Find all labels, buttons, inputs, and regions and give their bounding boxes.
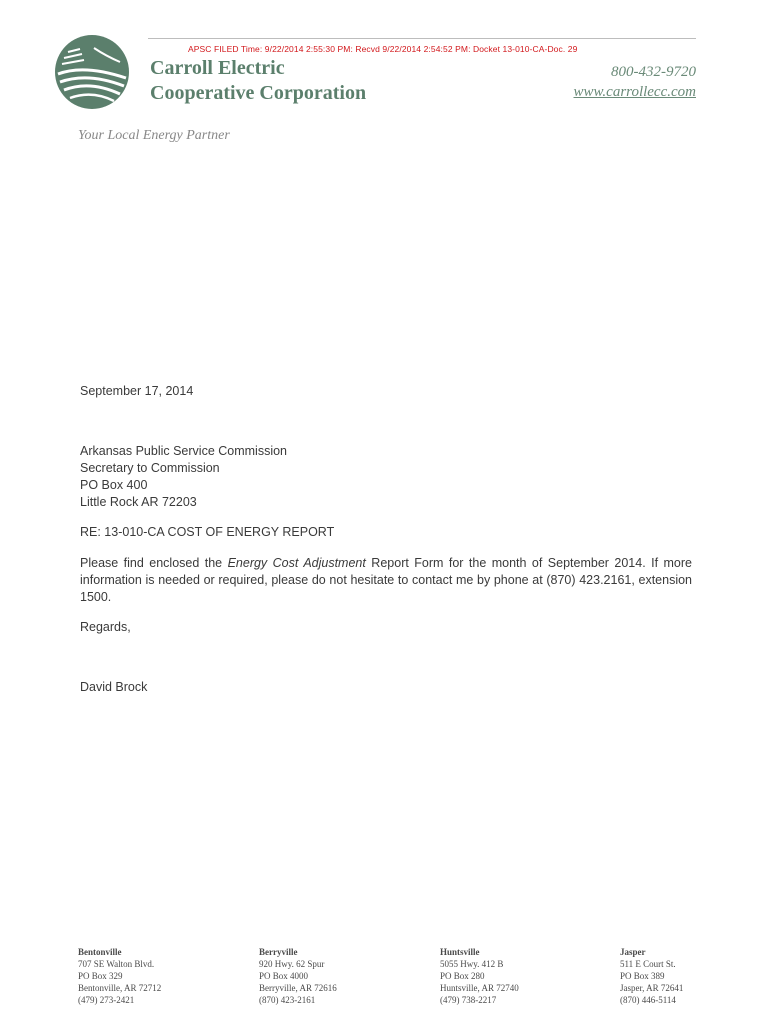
company-name-line2: Cooperative Corporation — [150, 82, 367, 104]
letter-closing: Regards, — [80, 620, 131, 634]
office-address-line: Huntsville, AR 72740 — [440, 983, 519, 993]
office-city: Berryville — [259, 947, 298, 957]
body-text-start: Please find enclosed the — [80, 556, 228, 570]
office-city: Bentonville — [78, 947, 122, 957]
office-locations-footer — [0, 946, 770, 1016]
signer-name: David Brock — [80, 680, 148, 694]
office-address-line: PO Box 280 — [440, 971, 485, 981]
company-website-link[interactable]: www.carrollecc.com — [573, 84, 696, 100]
recipient-line: Arkansas Public Service Commission — [80, 444, 288, 458]
office-huntsville — [440, 946, 519, 1006]
office-bentonville — [78, 946, 161, 1006]
company-name — [150, 56, 366, 106]
sun-over-fields-logo-icon — [54, 34, 130, 110]
recipient-address — [80, 443, 692, 511]
office-phone: (870) 423-2161 — [259, 995, 316, 1005]
office-city: Huntsville — [440, 947, 480, 957]
body-text-italic: Energy Cost Adjustment — [227, 556, 366, 570]
company-tagline: Your Local Energy Partner — [78, 128, 230, 143]
office-phone: (479) 273-2421 — [78, 995, 135, 1005]
office-berryville — [259, 946, 337, 1006]
office-address-line: PO Box 389 — [620, 971, 665, 981]
office-address-line: 920 Hwy. 62 Spur — [259, 959, 325, 969]
recipient-line: PO Box 400 — [80, 478, 148, 492]
letter-body — [80, 555, 692, 606]
body-text-end: Report Form for the month of September 2014. If more information is needed or required, please do not hesitate to contact me by phone at (870) 423.2161, extension 1500. — [80, 556, 692, 604]
office-address-line: PO Box 4000 — [259, 971, 309, 981]
office-address-line: Jasper, AR 72641 — [620, 983, 684, 993]
office-address-line: Bentonville, AR 72712 — [78, 983, 162, 993]
office-phone: (870) 446-5114 — [620, 995, 676, 1005]
company-name-line1: Carroll Electric — [150, 57, 285, 79]
header-rule — [148, 38, 696, 39]
company-contact — [574, 62, 696, 102]
office-address-line: PO Box 329 — [78, 971, 123, 981]
office-address-line: 707 SE Walton Blvd. — [78, 959, 155, 969]
company-phone: 800-432-9720 — [611, 64, 696, 80]
office-jasper — [620, 946, 683, 1006]
office-address-line: 5055 Hwy. 412 B — [440, 959, 504, 969]
recipient-line: Secretary to Commission — [80, 461, 220, 475]
letter-date: September 17, 2014 — [80, 384, 194, 398]
office-address-line: Berryville, AR 72616 — [259, 983, 337, 993]
filing-stamp: APSC FILED Time: 9/22/2014 2:55:30 PM: Recvd 9/22/2014 2:54:52 PM: Docket 13-010-CA-Doc. 29 — [188, 44, 578, 54]
office-city: Jasper — [620, 947, 646, 957]
office-phone: (479) 738-2217 — [440, 995, 497, 1005]
subject-line: RE: 13-010-CA COST OF ENERGY REPORT — [80, 525, 335, 539]
office-address-line: 511 E Court St. — [620, 959, 676, 969]
recipient-line: Little Rock AR 72203 — [80, 495, 197, 509]
